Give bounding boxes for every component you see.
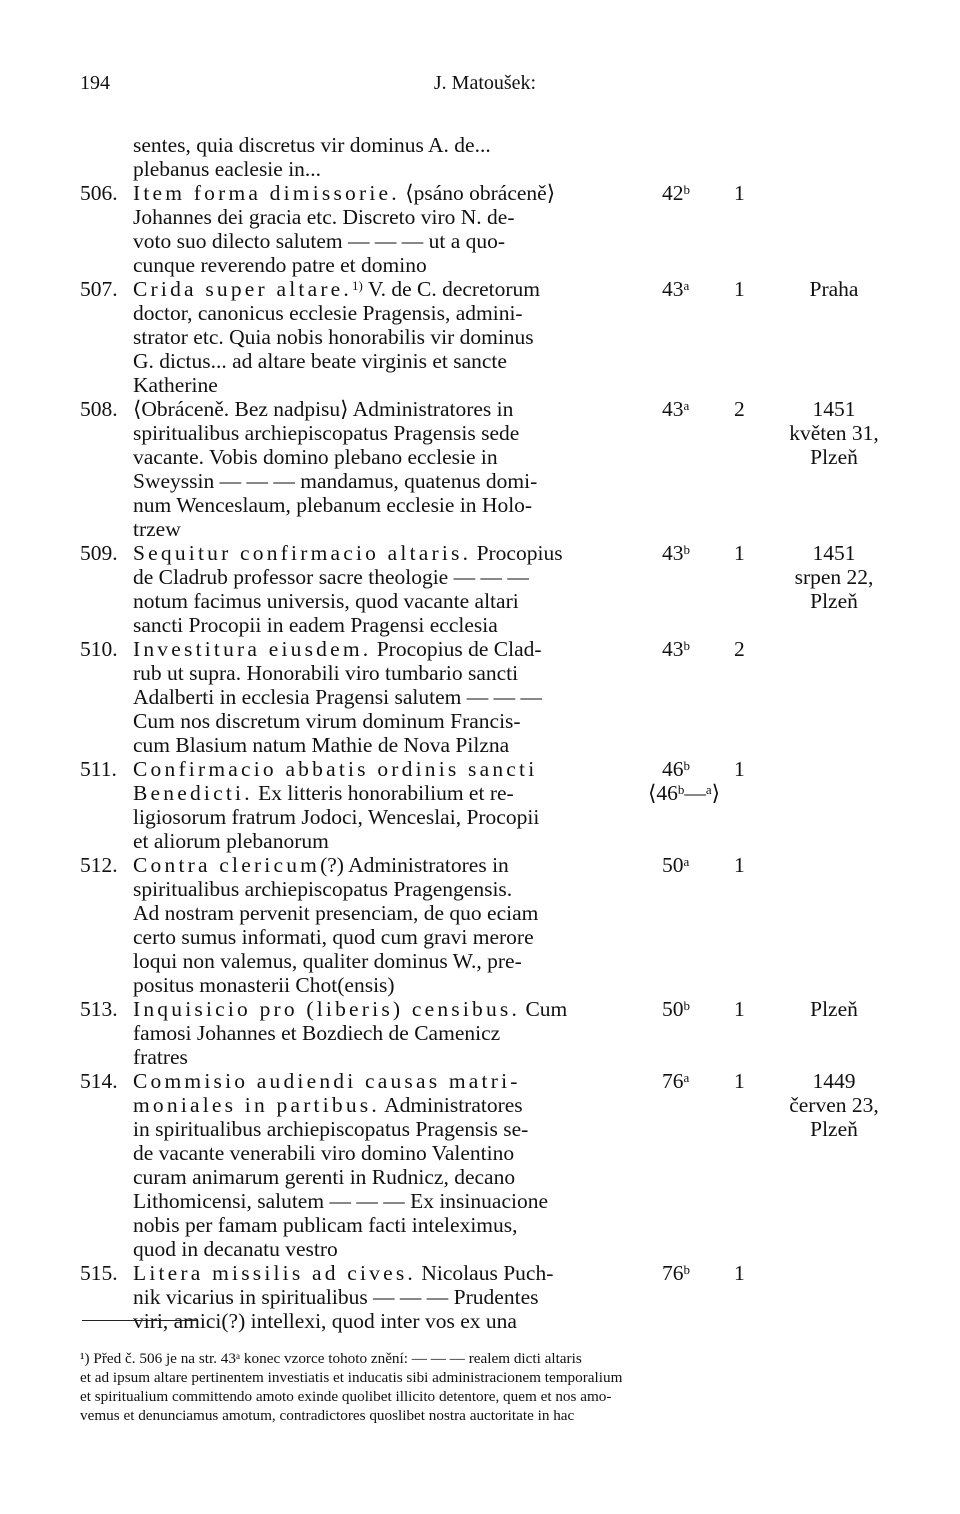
- footnote-rule: [82, 1320, 197, 1321]
- entry-text-line-3: Item forma dimissorie. ⟨psáno obráceně⟩: [133, 181, 556, 205]
- entry-text-line-34: certo sumus informati, quod cum gravi merore: [133, 925, 534, 949]
- count-line-40: 1: [734, 1069, 745, 1093]
- entry-text-line-7: Crida super altare.$^{1)}$ V. de C. decretorum: [133, 277, 540, 301]
- entry-text-line-25: Cum nos discretum virum dominum Francis-: [133, 709, 521, 733]
- folio-ref-line-7: 43$^a$: [662, 277, 690, 301]
- date-place-line-18: 1451: [812, 541, 856, 565]
- count-line-22: 2: [734, 637, 745, 661]
- entry-text-line-49: nik vicarius in spiritualibus — — — Prudentes: [133, 1285, 539, 1309]
- entry-text-line-41: moniales in partibus. Administratores: [133, 1093, 523, 1117]
- spaced-heading: Contra clericum: [133, 853, 321, 877]
- entry-text-line-50: viri, amici(?) intellexi, quod inter vos ex una: [133, 1309, 517, 1333]
- entry-text-line-8: doctor, canonicus ecclesie Pragensis, admini-: [133, 301, 523, 325]
- entry-number-line-40: 514.: [80, 1069, 118, 1093]
- folio-ref-line-3: 42$^b$: [662, 181, 690, 205]
- spaced-heading: moniales in partibus.: [133, 1093, 380, 1117]
- date-place-line-37: Plzeň: [810, 997, 858, 1021]
- entry-text-line-28: Benedicti. Ex litteris honorabilium et re-: [133, 781, 514, 805]
- footnote-line-4: vemus et denunciamus amotum, contradictores quoslibet nostra auctoritate in hac: [80, 1407, 575, 1424]
- entry-text-line-26: cum Blasium natum Mathie de Nova Pilzna: [133, 733, 510, 757]
- entry-text-line-45: Lithomicensi, salutem — — — Ex insinuacione: [133, 1189, 548, 1213]
- entry-text-line-48: Litera missilis ad cives. Nicolaus Puch-: [133, 1261, 554, 1285]
- entry-text-line-44: curam animarum gerenti in Rudnicz, decano: [133, 1165, 516, 1189]
- folio-ref-line-40: 76$^a$: [662, 1069, 690, 1093]
- entry-text-line-15: Sweyssin — — — mandamus, quatenus domi-: [133, 469, 538, 493]
- entry-text-line-12: ⟨Obráceně. Bez nadpisu⟩ Administratores in: [133, 397, 514, 421]
- entry-number-line-22: 510.: [80, 637, 118, 661]
- folio-ref-line-22: 43$^b$: [662, 637, 690, 661]
- entry-text-line-29: ligiosorum fratrum Jodoci, Wenceslai, Procopii: [133, 805, 540, 829]
- folio-ref-line-31: 50$^a$: [662, 853, 690, 877]
- entry-text-line-33: Ad nostram pervenit presenciam, de quo eciam: [133, 901, 539, 925]
- spaced-heading: Benedicti.: [133, 781, 253, 805]
- folio-ref-line-12: 43$^a$: [662, 397, 690, 421]
- entry-text-line-24: Adalberti in ecclesia Pragensi salutem — — —: [133, 685, 542, 709]
- count-line-3: 1: [734, 181, 745, 205]
- spaced-heading: Inquisicio pro (liberis) censibus.: [133, 997, 521, 1021]
- spaced-heading: Crida super altare.: [133, 277, 352, 301]
- entry-text-line-37: Inquisicio pro (liberis) censibus. Cum: [133, 997, 568, 1021]
- entry-text-line-22: Investitura eiusdem. Procopius de Clad-: [133, 637, 542, 661]
- entry-text-line-39: fratres: [133, 1045, 188, 1069]
- spaced-heading: Commisio audiendi causas matri-: [133, 1069, 521, 1093]
- entry-text-line-11: Katherine: [133, 373, 218, 397]
- spaced-heading: Investitura eiusdem.: [133, 637, 372, 661]
- count-line-27: 1: [734, 757, 745, 781]
- entry-text-line-31: Contra clericum(?) Administratores in: [133, 853, 509, 877]
- spaced-heading: Litera missilis ad cives.: [133, 1261, 417, 1285]
- entry-number-line-31: 512.: [80, 853, 118, 877]
- date-place-line-14: Plzeň: [810, 445, 858, 469]
- count-line-31: 1: [734, 853, 745, 877]
- entry-text-line-16: num Wenceslaum, plebanum ecclesie in Holo-: [133, 493, 533, 517]
- footnote-line-2: et ad ipsum altare pertinentem investiatis et inducatis sibi administracionem temporalium: [80, 1369, 623, 1386]
- entry-text-line-13: spiritualibus archiepiscopatus Pragensis sede: [133, 421, 520, 445]
- entry-text-line-1: sentes, quia discretus vir dominus A. de...: [133, 133, 491, 157]
- entry-text-line-5: voto suo dilecto salutem — — — ut a quo-: [133, 229, 506, 253]
- entry-text-line-21: sancti Procopii in eadem Pragensi ecclesia: [133, 613, 498, 637]
- spaced-heading: Item forma dimissorie.: [133, 181, 400, 205]
- date-place-line-41: červen 23,: [789, 1093, 879, 1117]
- spaced-heading: Confirmacio abbatis ordinis sancti: [133, 757, 538, 781]
- folio-ref-line-28: ⟨46$^b$—$^a$⟩: [648, 781, 721, 805]
- entry-text-line-32: spiritualibus archiepiscopatus Pragengensis.: [133, 877, 513, 901]
- entry-number-line-27: 511.: [80, 757, 117, 781]
- entry-text-line-4: Johannes dei gracia etc. Discreto viro N. de-: [133, 205, 515, 229]
- date-place-line-40: 1449: [812, 1069, 856, 1093]
- count-line-48: 1: [734, 1261, 745, 1285]
- date-place-line-19: srpen 22,: [794, 565, 874, 589]
- entry-text-line-17: trzew: [133, 517, 181, 541]
- entry-text-line-27: [133, 757, 537, 781]
- entry-text-line-30: et aliorum plebanorum: [133, 829, 329, 853]
- folio-ref-line-18: 43$^b$: [662, 541, 690, 565]
- count-line-7: 1: [734, 277, 745, 301]
- folio-ref-line-27: 46$^b$: [662, 757, 690, 781]
- entry-text-line-42: in spiritualibus archiepiscopatus Pragensis se-: [133, 1117, 529, 1141]
- footnote-marker: 1): [352, 278, 363, 293]
- entry-text-line-46: nobis per famam publicam facti inteleximus,: [133, 1213, 518, 1237]
- entry-text-line-40: [133, 1069, 521, 1093]
- spaced-heading: Sequitur confirmacio altaris.: [133, 541, 472, 565]
- entry-text-line-19: de Cladrub professor sacre theologie — — —: [133, 565, 529, 589]
- entry-number-line-48: 515.: [80, 1261, 118, 1285]
- folio-ref-line-37: 50$^b$: [662, 997, 690, 1021]
- entry-text-line-35: loqui non valemus, qualiter dominus W., pre-: [133, 949, 522, 973]
- count-line-12: 2: [734, 397, 745, 421]
- date-place-line-42: Plzeň: [810, 1117, 858, 1141]
- footnote-line-3: et spiritualium committendo amoto exinde quolibet illicito detentore, quem et nos amo-: [80, 1388, 612, 1405]
- entry-text-line-47: quod in decanatu vestro: [133, 1237, 338, 1261]
- entry-number-line-18: 509.: [80, 541, 118, 565]
- entry-text-line-2: plebanus eaclesie in...: [133, 157, 322, 181]
- running-title: J. Matoušek:: [433, 72, 537, 94]
- entry-number-line-3: 506.: [80, 181, 118, 205]
- folio-ref-line-48: 76$^b$: [662, 1261, 690, 1285]
- date-place-line-20: Plzeň: [810, 589, 858, 613]
- entry-number-line-12: 508.: [80, 397, 118, 421]
- date-place-line-7: Praha: [809, 277, 859, 301]
- footnote-line-1: ¹) Před č. 506 je na str. 43ᵃ konec vzorce tohoto znění: — — — realem dicti altaris: [80, 1350, 582, 1367]
- entry-text-line-10: G. dictus... ad altare beate virginis et sancte: [133, 349, 507, 373]
- entry-text-line-38: famosi Johannes et Bozdiech de Camenicz: [133, 1021, 501, 1045]
- page-header: [80, 72, 890, 106]
- entry-text-line-6: cunque reverendo patre et domino: [133, 253, 427, 277]
- date-place-line-13: květen 31,: [789, 421, 879, 445]
- date-place-line-12: 1451: [812, 397, 856, 421]
- entry-number-line-7: 507.: [80, 277, 118, 301]
- entry-number-line-37: 513.: [80, 997, 118, 1021]
- entry-text-line-43: de vacante venerabili viro domino Valentino: [133, 1141, 515, 1165]
- entry-text-line-20: notum facimus universis, quod vacante altari: [133, 589, 519, 613]
- entry-text-line-18: Sequitur confirmacio altaris. Procopius: [133, 541, 563, 565]
- entry-text-line-36: positus monasterii Chot(ensis): [133, 973, 395, 997]
- entry-text-line-14: vacante. Vobis domino plebano ecclesie in: [133, 445, 498, 469]
- entry-text-line-9: strator etc. Quia nobis honorabilis vir dominus: [133, 325, 534, 349]
- page-number: 194: [80, 72, 110, 94]
- count-line-37: 1: [734, 997, 745, 1021]
- entry-text-line-23: rub ut supra. Honorabili viro tumbario sancti: [133, 661, 519, 685]
- count-line-18: 1: [734, 541, 745, 565]
